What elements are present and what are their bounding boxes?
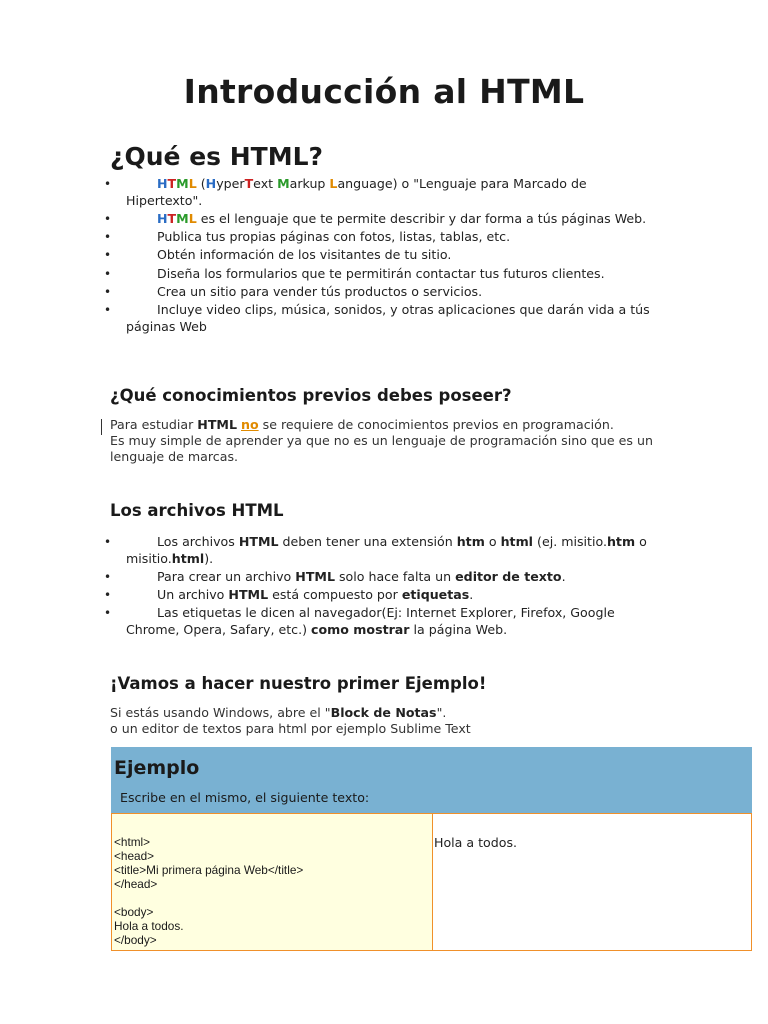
- bullet-icon: •: [104, 266, 112, 281]
- example-title: Ejemplo: [114, 757, 200, 779]
- list-item: • HTML (HyperText Markup Language) o "Lenguaje para Marcado de Hipertexto".: [104, 176, 587, 208]
- section-heading-archivos: Los archivos HTML: [110, 501, 284, 520]
- example-result: Hola a todos.: [434, 835, 518, 850]
- list-item: [0, 266, 660, 283]
- bullet-icon: •: [104, 211, 112, 226]
- section-heading-primer-ejemplo: ¡Vamos a hacer nuestro primer Ejemplo!: [110, 674, 487, 693]
- example-table: [111, 813, 752, 951]
- bullet-icon: •: [104, 230, 112, 245]
- list-item-text: Incluye video clips, música, sonidos, y otras aplicaciones que darán vida a tús páginas Web: [126, 302, 650, 334]
- list-item-text: o "Lenguaje para Marcado de Hipertexto".: [126, 176, 587, 208]
- page-title: Introducción al HTML: [183, 72, 585, 111]
- editor-instructions: Si estás usando Windows, abre el "Block de Notas". o un editor de textos para html por ejemplo Sublime Text: [110, 705, 471, 736]
- bullet-icon: •: [104, 177, 112, 191]
- text-cursor: [101, 419, 102, 435]
- list-item-text: Crea un sitio para vender tús productos o servicios.: [157, 283, 483, 299]
- bullet-icon: •: [104, 303, 112, 318]
- list-item: • Los archivos HTML deben tener una extensión htm o html (ej. misitio.htm o misitio.html).: [104, 534, 647, 566]
- list-item-text: es el lenguaje que te permite describir y dar forma a tús páginas Web.: [200, 210, 647, 226]
- bullet-icon: •: [104, 284, 112, 299]
- what-is-html-list: [0, 176, 660, 337]
- list-item: [0, 284, 660, 301]
- example-code-cell: [112, 814, 433, 950]
- highlight-no: no: [241, 417, 259, 432]
- list-item: [0, 247, 660, 264]
- bullet-icon: •: [104, 535, 112, 549]
- list-item: • HTML es el lenguaje que te permite describir y dar forma a tús páginas Web.: [104, 210, 647, 226]
- list-item: • Para crear un archivo HTML solo hace falta un editor de texto.: [104, 568, 566, 584]
- section-heading-que-es-html: ¿Qué es HTML?: [110, 142, 324, 171]
- list-item: [0, 229, 660, 246]
- list-item-text: Publica tus propias páginas con fotos, listas, tablas, etc.: [157, 229, 511, 245]
- section-heading-conocimientos: ¿Qué conocimientos previos debes poseer?: [110, 386, 512, 405]
- bullet-icon: •: [104, 606, 112, 621]
- prerequisites-paragraph: Para estudiar HTML no se requiere de conocimientos previos en programación. Es muy simple de aprender ya que no es un lenguaje de programación sino que es un lenguaje de marcas.: [110, 417, 653, 464]
- bullet-icon: •: [104, 588, 112, 603]
- list-item: • Un archivo HTML está compuesto por etiquetas.: [104, 587, 474, 603]
- list-item-text: Obtén información de los visitantes de tu sitio.: [157, 247, 452, 263]
- example-subtitle: Escribe en el mismo, el siguiente texto:: [120, 790, 370, 805]
- list-item-text: Diseña los formularios que te permitirán contactar tus futuros clientes.: [157, 265, 605, 281]
- list-item: • Las etiquetas le dicen al navegador(Ej: Internet Explorer, Firefox, Google Chrome, Opera, Safary, etc.) como mostrar la página Web.: [104, 605, 615, 637]
- example-code: <html> <head> <title>Mi primera página Web</title> </head> <body> Hola a todos. </body>: [114, 835, 304, 947]
- list-item: [0, 302, 660, 335]
- bullet-icon: •: [104, 569, 112, 584]
- bullet-icon: •: [104, 248, 112, 263]
- html-files-list: [0, 534, 660, 640]
- example-header: [111, 747, 752, 813]
